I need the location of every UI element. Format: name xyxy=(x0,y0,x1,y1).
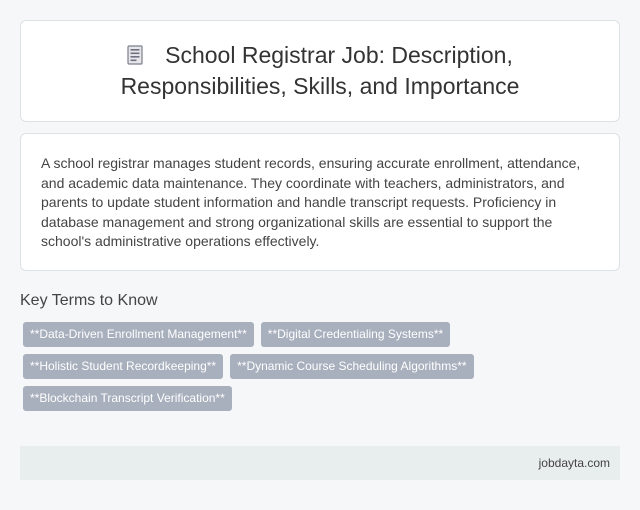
footer xyxy=(20,446,620,480)
description-text: A school registrar manages student records, ensuring accurate enrollment, attendance, and academic data maintenance. They coordinate with teachers, administrators, and parents to update student information and handle transcript requests. Proficiency in database management and strong organizational skills are essential to support the school's administrative operations effectively. xyxy=(41,155,581,250)
page-title xyxy=(121,40,520,102)
document-icon xyxy=(127,42,143,62)
title-line-2: Responsibilities, Skills, and Importance xyxy=(120,73,520,99)
tag-dynamic-scheduling[interactable]: **Dynamic Course Scheduling Algorithms** xyxy=(230,354,473,379)
tag-digital-credentialing[interactable]: **Digital Credentialing Systems** xyxy=(261,322,450,347)
tag-holistic-recordkeeping[interactable]: **Holistic Student Recordkeeping** xyxy=(23,354,223,379)
footer-site-link[interactable]: jobdayta.com xyxy=(538,456,610,470)
title-line-1: School Registrar Job: Description, xyxy=(165,42,513,68)
tag-blockchain-transcript[interactable]: **Blockchain Transcript Verification** xyxy=(23,386,232,411)
title-card xyxy=(20,20,620,122)
key-terms-list xyxy=(20,322,620,418)
description-card xyxy=(20,133,620,271)
tag-row xyxy=(20,386,620,411)
tag-row xyxy=(20,354,620,379)
tag-row xyxy=(20,322,620,347)
key-terms-heading: Key Terms to Know xyxy=(20,292,158,309)
tag-data-driven-enrollment[interactable]: **Data-Driven Enrollment Management** xyxy=(23,322,254,347)
